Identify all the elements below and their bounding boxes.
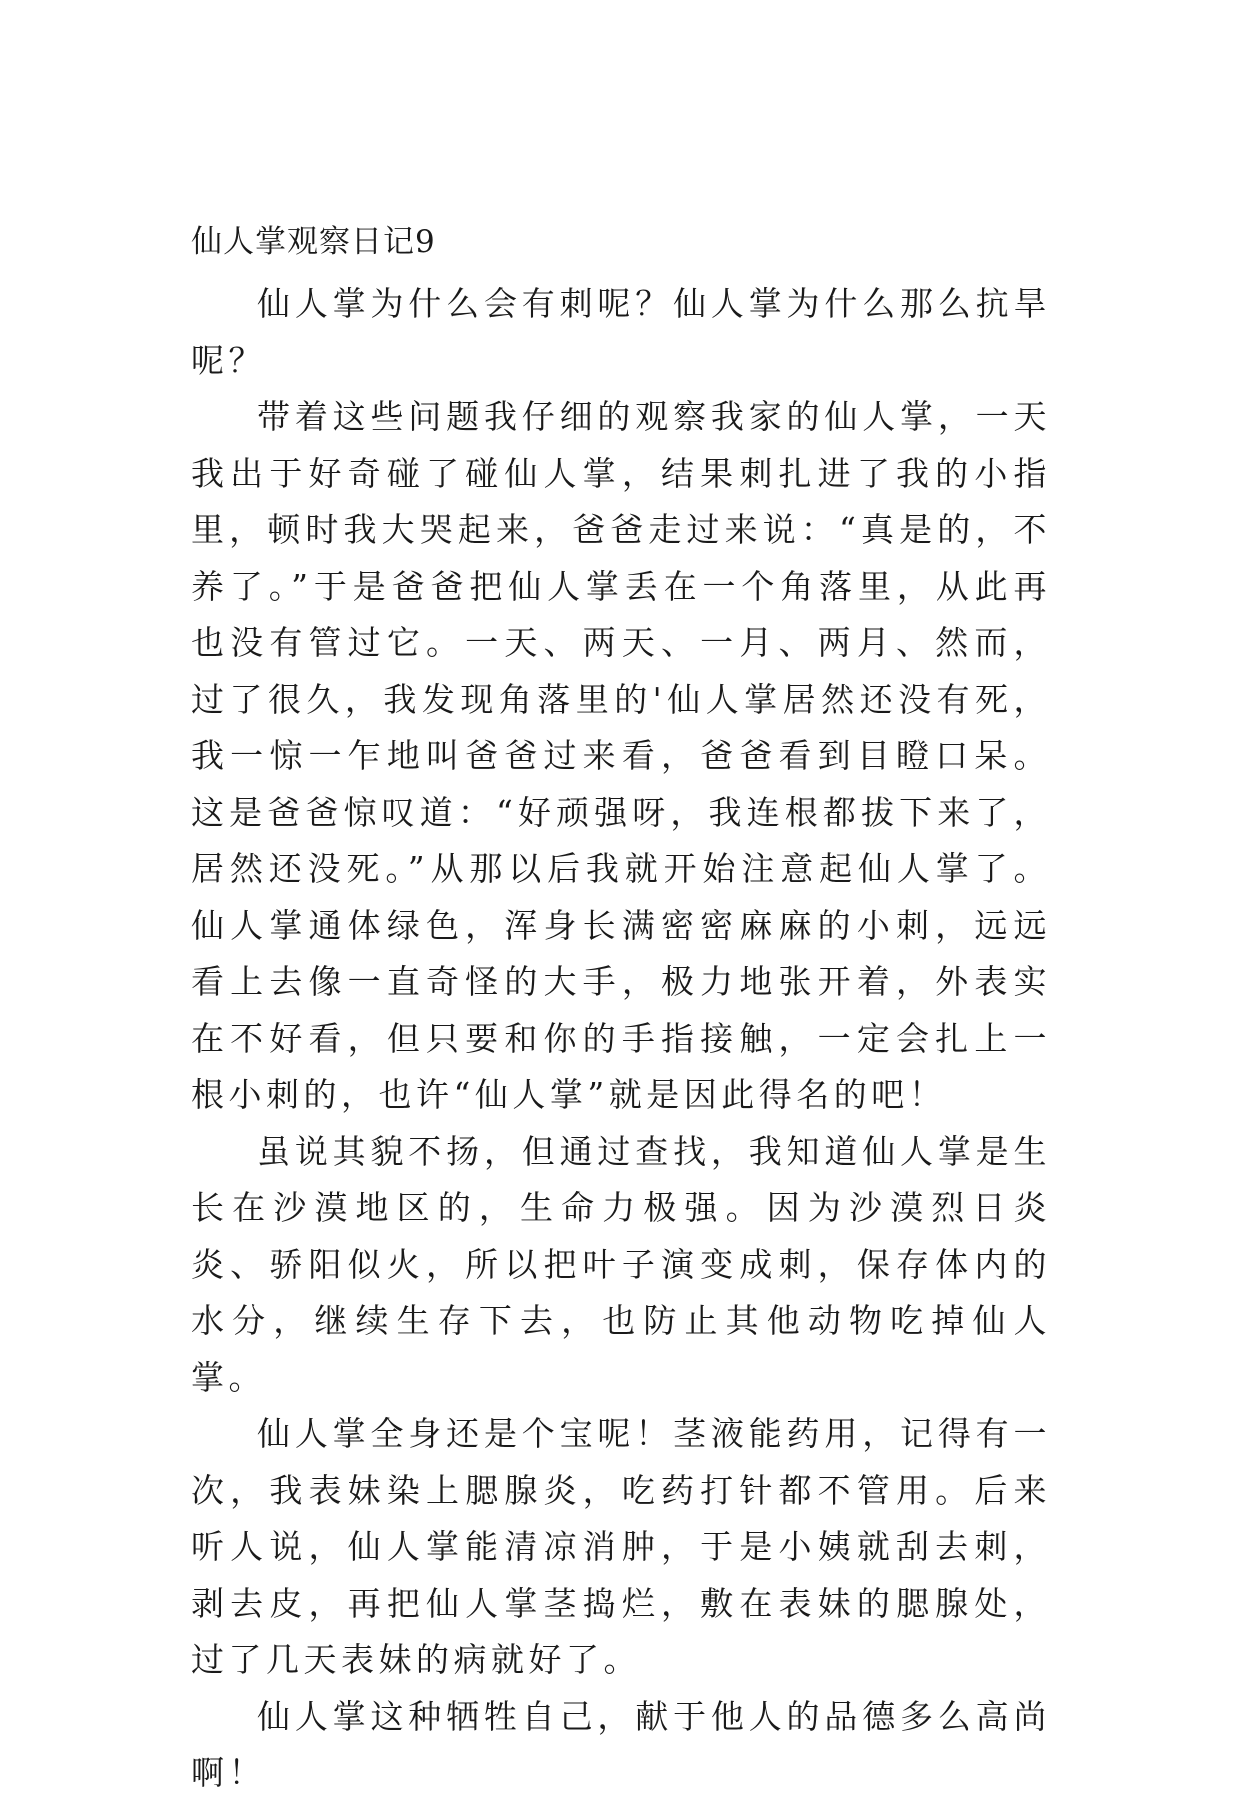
paragraph-observation: 带着这些问题我仔细的观察我家的仙人掌，一天我出于好奇碰了碰仙人掌，结果刺扎进了我的小指里，顿时我大哭起来，爸爸走过来说：“真是的，不养了。”于是爸爸把仙人掌丢在一个角落里，从此再也没有管过它。一天、两天、一月、两月、然而，过了很久，我发现角落里的'仙人掌居然还没有死，我一惊一乍地叫爸爸过来看，爸爸看到目瞪口呆。这是爸爸惊叹道：“好顽强呀，我连根都拔下来了，居然还没死。”从那以后我就开始注意起仙人掌了。仙人掌通体绿色，浑身长满密密麻麻的小刺，远远看上去像一直奇怪的大手，极力地张开着，外表实在不好看，但只要和你的手指接触，一定会扎上一根小刺的，也许“仙人掌”就是因此得名的吧！ xyxy=(191,397,1051,1114)
paragraph-conclusion: 仙人掌这种牺牲自己，献于他人的品德多么高尚啊！ xyxy=(191,1696,1051,1792)
paragraph-medicinal-use: 仙人掌全身还是个宝呢！茎液能药用，记得有一次，我表妹染上腮腺炎，吃药打针都不管用。后来听人说，仙人掌能清凉消肿，于是小姨就刮去刺，剥去皮，再把仙人掌茎捣烂，敷在表妹的腮腺处，过了几天表妹的病就好了。 xyxy=(191,1414,1051,1679)
document-title: 仙人掌观察日记9 xyxy=(191,224,436,260)
document-body xyxy=(191,222,1051,1802)
paragraph-desert-origin: 虽说其貌不扬，但通过查找，我知道仙人掌是生长在沙漠地区的，生命力极强。因为沙漠烈日炎炎、骄阳似火，所以把叶子演变成刺，保存体内的水分，继续生存下去，也防止其他动物吃掉仙人掌。 xyxy=(191,1131,1051,1397)
paragraph-questions: 仙人掌为什么会有刺呢？仙人掌为什么那么抗旱呢？ xyxy=(191,284,1051,380)
